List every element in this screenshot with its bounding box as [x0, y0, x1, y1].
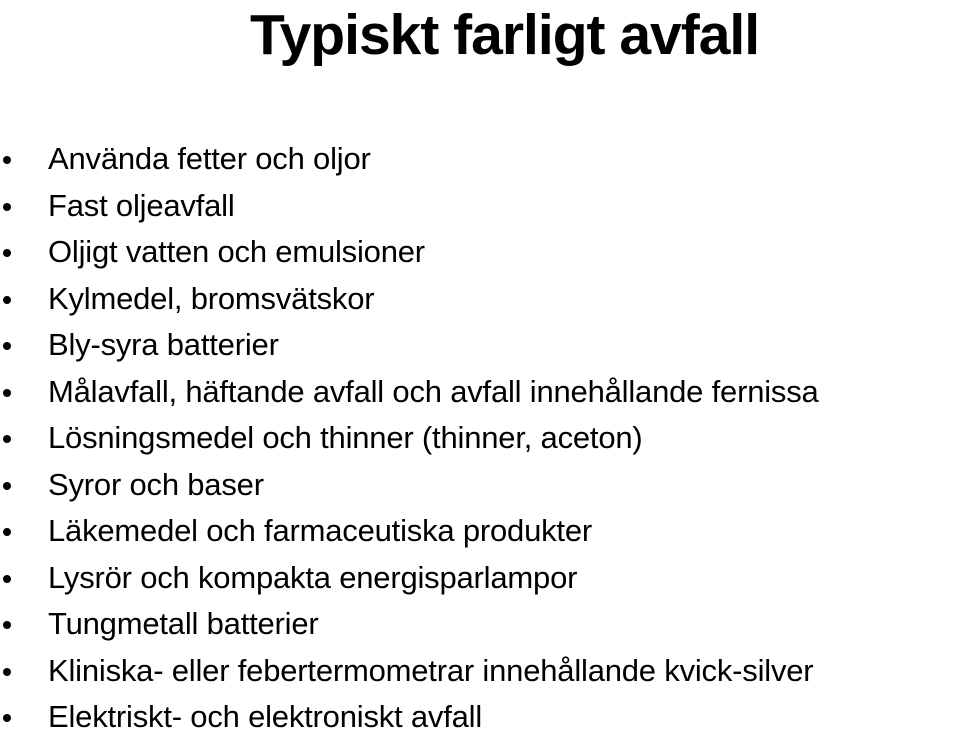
list-item [0, 136, 960, 183]
bullet-text: Oljigt vatten och emulsioner [48, 234, 425, 269]
bullet-text: Fast oljeavfall [48, 187, 235, 223]
bullet-icon [3, 575, 11, 583]
list-item [0, 322, 960, 369]
bullet-icon [3, 528, 11, 536]
bullet-text: Lysrör och kompakta energisparlampor [48, 559, 578, 595]
list-item [0, 694, 960, 741]
bullet-icon [3, 668, 11, 676]
bullet-icon [3, 714, 11, 722]
list-item [0, 415, 960, 462]
bullet-text: Kylmedel, bromsvätskor [48, 280, 375, 316]
list-item [0, 183, 960, 230]
list-item [0, 648, 960, 695]
bullet-icon [3, 249, 11, 257]
bullet-text: Kliniska- eller febertermometrar innehållande kvick-silver [48, 652, 814, 688]
bullet-text: Syror och baser [48, 466, 264, 502]
bullet-icon [3, 621, 11, 629]
list-item [0, 601, 960, 648]
bullet-icon [3, 296, 11, 304]
list-item [0, 555, 960, 602]
bullet-text: Använda fetter och oljor [48, 141, 371, 176]
bullet-text: Elektriskt- och elektroniskt avfall [48, 699, 483, 734]
slide-title: Typiskt farligt avfall [250, 3, 760, 67]
list-item [0, 508, 960, 555]
bullet-text: Läkemedel och farmaceutiska produkter [48, 513, 593, 548]
list-item [0, 276, 960, 323]
bullet-text: Lösningsmedel och thinner (thinner, aceton) [48, 420, 643, 455]
list-item [0, 369, 960, 416]
list-item [0, 229, 960, 276]
bullet-text: Tungmetall batterier [48, 606, 319, 641]
bullet-icon [3, 342, 11, 350]
list-item [0, 462, 960, 509]
bullet-text: Bly-syra batterier [48, 327, 279, 362]
bullet-icon [3, 482, 11, 490]
bullet-icon [3, 389, 11, 397]
bullet-icon [3, 156, 11, 164]
bullet-icon [3, 435, 11, 443]
bullet-text: Målavfall, häftande avfall och avfall innehållande fernissa [48, 373, 819, 409]
bullet-list [0, 136, 960, 741]
bullet-icon [3, 203, 11, 211]
